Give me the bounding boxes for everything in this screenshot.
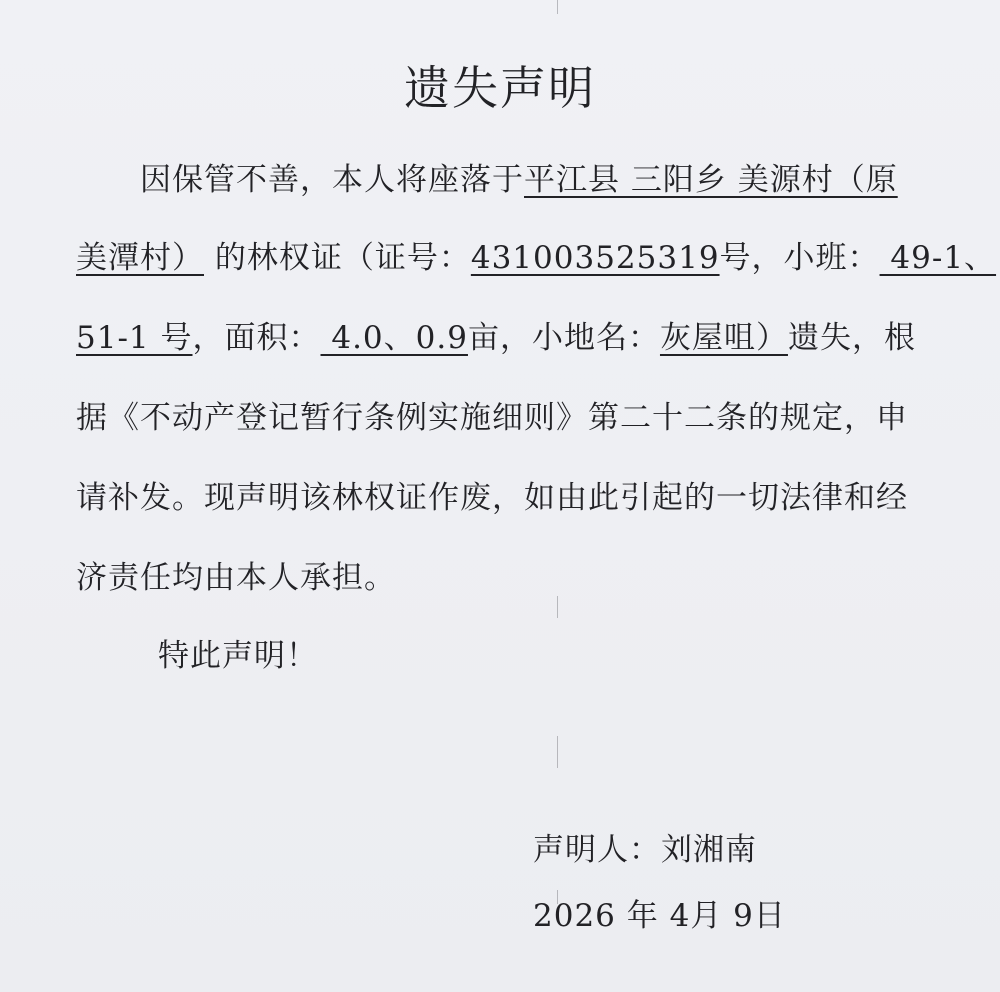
text-segment: ，面积： xyxy=(192,320,321,356)
document-title: 遗失声明 xyxy=(404,61,596,115)
place-name: 灰屋咀） xyxy=(659,320,788,356)
subcompartment-number: 51-1 号 xyxy=(76,320,193,356)
paragraph-line-3 xyxy=(76,318,916,358)
text-segment: 号，小班： xyxy=(719,240,880,276)
paragraph-line-2 xyxy=(76,238,996,278)
text-segment: 因保管不善，本人将座落于 xyxy=(140,162,524,198)
location-text: 美潭村） xyxy=(76,240,204,276)
paragraph-line-6: 济责任均由本人承担。 xyxy=(76,560,396,596)
fold-mark xyxy=(557,0,558,14)
text-segment: 遗失，根 xyxy=(787,320,916,356)
paragraph-line-4: 据《不动产登记暂行条例实施细则》第二十二条的规定，申 xyxy=(76,400,908,436)
paragraph-line-1 xyxy=(140,160,898,200)
location-text: 平江县 三阳乡 美源村（原 xyxy=(524,162,898,198)
closing-statement: 特此声明！ xyxy=(158,638,318,674)
area-value: 4.0、0.9 xyxy=(320,320,468,356)
fold-mark xyxy=(557,736,558,768)
certificate-number: 431003525319 xyxy=(470,240,720,276)
fold-mark xyxy=(557,596,558,618)
text-segment: 的林权证（证号： xyxy=(204,240,471,276)
subcompartment-number: 49-1、 xyxy=(879,240,997,276)
paragraph-line-5: 请补发。现声明该林权证作废，如由此引起的一切法律和经 xyxy=(76,480,908,516)
text-segment: 亩，小地名： xyxy=(467,320,660,356)
declaration-date: 2026 年 4月 9日 xyxy=(533,898,786,934)
declarant-name: 声明人：刘湘南 xyxy=(533,832,757,868)
